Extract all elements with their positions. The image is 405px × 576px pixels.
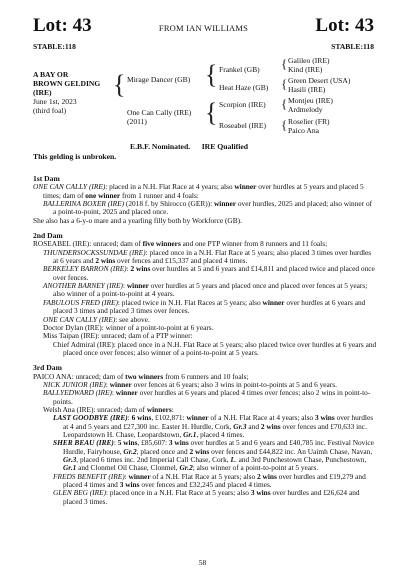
record-entry: SHER BEAU (IRE): 5 wins, £85,607: 3 wins over hurdles at 5 and 6 years and £40,785 inc. Festival Novice Hurdle, Fairyhouse, Gr.2, placed once and 2 wins over fences and £44,822 inc. An Uaimh Chase, Navan, Gr.3, placed 6 times inc. 2nd Imperial Call Chase, Cork, L. and 3rd Punchestown Chase, Punchestown, Gr.1 and Clonmel Oil Chase, Clonmel, Gr.2; also winner of a point-to-point at 5 years. — [53, 438, 374, 473]
sire-dam-sire: Green Desert (USA) — [288, 76, 351, 85]
lot-number-left: Lot: 43 — [33, 15, 92, 36]
sire-sire-dam: Kind (IRE) — [288, 65, 323, 74]
record-entry: FREDS BENEFIT (IRE): winner of a N.H. Flat Race at 5 years; also 2 wins over hurdles and £19,279 and placed 4 times and 3 wins over fences and £32,245 and placed 4 times. — [53, 471, 366, 490]
dam-dam: Roseabel (IRE) — [219, 121, 267, 130]
dam-sire-dam: Ardmelody — [288, 105, 323, 114]
lot-number-right: Lot: 43 — [315, 15, 374, 36]
horse-description — [33, 70, 100, 115]
pedigree-brace-5: { — [281, 76, 288, 91]
record-entry: Welsh Ana (IRE): unraced; dam of winners: — [43, 404, 174, 414]
record-entry: BERKELEY BARRON (IRE): 2 wins over hurdles at 5 and 6 years and £14,811 and placed twice and placed once over fences. — [43, 264, 375, 282]
record-entry: Doctor Dylan (IRE): winner of a point-to-point at 6 years. — [43, 322, 214, 332]
sire-sire-sire: Galileo (IRE) — [288, 56, 330, 65]
record-entry: ONE CAN CALLY (IRE): placed in a N.H. Flat Race at 4 years; also winner over hurdles at 5 years and placed 5 times; dam of one winner from 1 runner and 4 foals: — [33, 182, 364, 200]
record-entry: GLEN BEG (IRE): placed once in a N.H. Flat Race at 5 years; also 3 wins over hurdles and £26,624 and placed 3 times. — [53, 488, 360, 506]
pedigree-brace-3: { — [205, 98, 218, 127]
page-number: 58 — [198, 558, 207, 567]
pedigree-brace-7: { — [281, 117, 288, 132]
pedigree-brace-4: { — [281, 56, 288, 71]
third-dam-heading: 3rd Dam — [33, 363, 62, 373]
sire-name: Mirage Dancer (GB) — [127, 75, 191, 84]
ebf-qualified-line: E.B.F. Nominated. IRE Qualified — [130, 142, 249, 151]
sire-dam: Heat Haze (GB) — [219, 83, 269, 92]
dam-sire-sire: Montjeu (IRE) — [288, 96, 333, 105]
second-dam-heading: 2nd Dam — [33, 231, 63, 241]
horse-line-1: A BAY OR — [33, 70, 69, 79]
record-entry: PAICO ANA: unraced; dam of two winners from 6 runners and 10 foals; — [33, 371, 249, 381]
stable-number-right: STABLE:118 — [331, 42, 374, 51]
unbroken-note: This gelding is unbroken. — [33, 152, 117, 161]
record-entry: NICK JUNIOR (IRE): winner over fences at 6 years; also 3 wins in point-to-points at 5 and 6 years. — [43, 379, 337, 389]
record-entry: FABULOUS FRED (IRE): placed twice in N.H. Flat Races at 5 years; also winner over hurdles at 6 years and placed 3 times and placed 3 times over fences. — [43, 297, 366, 316]
first-dam-heading: 1st Dam — [33, 174, 60, 183]
record-entry: She also has a 6-y-o mare and a yearling filly both by Workforce (GB). — [33, 215, 242, 225]
record-entry: BALLYEDWARD (IRE): winner over hurdles at 6 years and placed 4 times over fences; also 2 wins in point-to-points. — [43, 388, 371, 406]
record-entry: ROSEABEL (IRE): unraced; dam of five winners and one PTP winner from 8 runners and 11 foals; — [33, 239, 328, 249]
horse-line-3: (IRE) — [33, 88, 52, 97]
vendor-line: FROM IAN WILLIAMS — [158, 23, 249, 33]
dam-year: (2011) — [127, 117, 147, 126]
produce-record — [33, 168, 377, 506]
record-entry: THUNDERSOCKSSUNDAE (IRE): placed once in a N.H. Flat Race at 5 years; also placed 3 times over hurdles at 6 years and 2 wins over fences and £15,337 and placed 4 times. — [43, 247, 372, 266]
horse-line-2: BROWN GELDING — [33, 79, 101, 88]
dam-sire: Scorpion (IRE) — [219, 100, 266, 109]
record-entry: LAST GOODBYE (IRE): 6 wins, £102,871: winner of a N.H. Flat Race at 4 years; also 3 wins over hurdles at 4 and 5 years and £27,300 inc. Easter H. Hurdle, Cork, Gr.3 and 2 wins over fences and £70,633 inc. Leopardstown H. Chase, Leopardstown, Gr.1, placed 4 times. — [53, 413, 374, 439]
record-entry: Chief Admiral (IRE): placed once in a N.H. Flat Race at 5 years; also placed twice over hurdles at 6 years and placed once over fences; also winner of a point-to-point at 5 years. — [53, 339, 377, 357]
record-entry: ANOTHER BARNEY (IRE): winner over hurdles at 5 years and placed once and placed over fences at 5 years; also winner of a point-to-point at 4 years. — [43, 281, 368, 299]
dam-dam-dam: Paico Ana — [288, 126, 320, 135]
foaling-date: June 1st, 2023 — [33, 97, 77, 106]
dam-name: One Can Cally (IRE) — [127, 108, 192, 117]
dam-dam-sire: Roselier (FR) — [288, 117, 330, 126]
pedigree-brace-2: { — [205, 60, 218, 89]
pedigree-brace-6: { — [281, 96, 288, 111]
record-entry: BALLERINA BOXER (IRE) (2018 f. by Shirocco (GER)): winner over hurdles, 2025 and placed; also winner of a point-to-point, 2025 and placed once. — [43, 199, 373, 217]
record-entry: ONE CAN CALLY (IRE): see above. — [43, 314, 150, 324]
sire-dam-dam: Hasili (IRE) — [288, 85, 326, 94]
record-entry: Miss Taipan (IRE): unraced; dam of a PTP winner: — [43, 331, 193, 341]
foal-number: (third foal) — [33, 106, 67, 115]
pedigree-brace-1: { — [113, 70, 126, 99]
sire-sire: Frankel (GB) — [219, 65, 260, 74]
stable-number-left: STABLE:118 — [33, 42, 76, 51]
page-header — [33, 16, 374, 52]
